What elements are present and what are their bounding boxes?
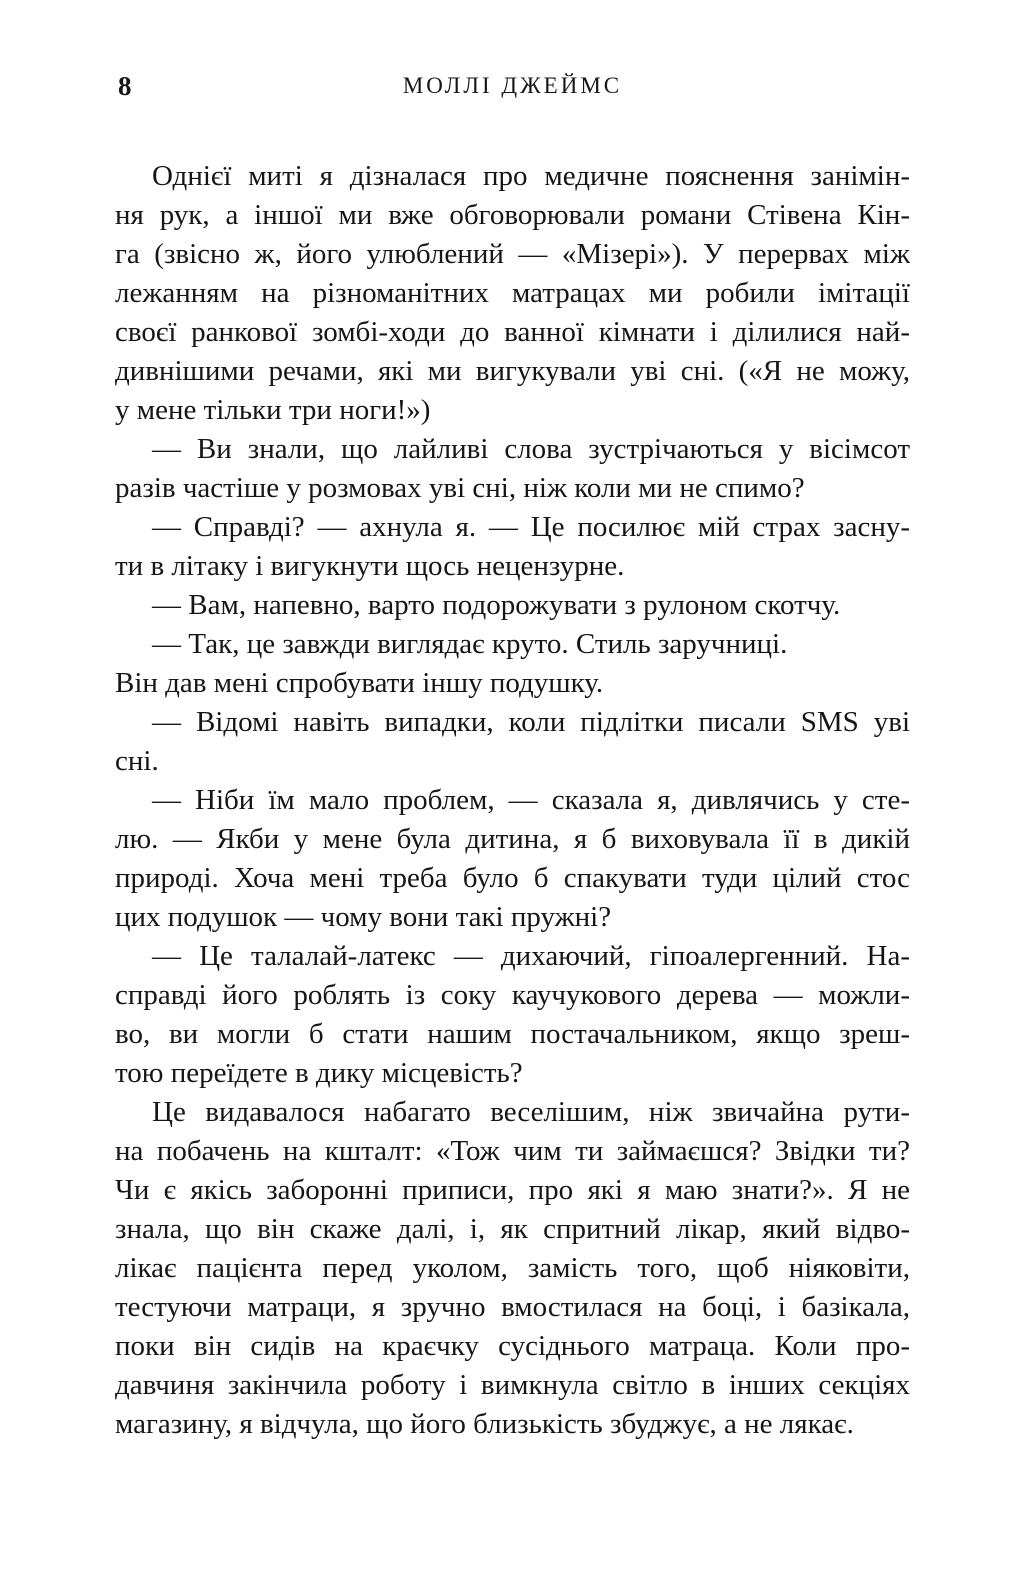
text-line: знала, що він скаже далі, і, як спритний лікар, який відво- [115, 1213, 910, 1245]
text-line: Однієї миті я дізналася про медичне пояснення занімін- [152, 160, 910, 192]
page-header [115, 70, 910, 106]
text-line: — Ви знали, що лайливі слова зустрічаються у вісімсот [152, 433, 910, 465]
paragraph [115, 703, 910, 781]
text-line: магазину, я відчула, що його близькість збуджує, а не лякає. [115, 1408, 854, 1440]
paragraph [115, 157, 910, 430]
paragraph [115, 1093, 910, 1444]
text-line: сні. [115, 745, 159, 777]
text-line: у мене тільки три ноги!») [115, 394, 431, 426]
text-line: — Так, це завжди виглядає круто. Стиль заручниці. [152, 628, 788, 660]
running-title: МОЛЛІ ДЖЕЙМС [402, 73, 623, 98]
paragraph [115, 937, 910, 1093]
text-line: Це видавалося набагато веселішим, ніж звичайна рути- [152, 1096, 910, 1128]
text-line: ня рук, а іншої ми вже обговорювали романи Стівена Кін- [115, 199, 910, 231]
text-line: цих подушок — чому вони такі пружні? [115, 901, 612, 933]
body-text [115, 157, 910, 1444]
text-line: справді його роблять із соку каучукового дерева — можли- [115, 979, 910, 1011]
text-line: га (звісно ж, його улюблений — «Мізері»). У перервах між [115, 238, 910, 270]
paragraph [115, 625, 910, 664]
page-number: 8 [118, 71, 132, 101]
text-line: дивнішими речами, які ми вигукували уві сні. («Я не можу, [115, 355, 910, 387]
paragraph [115, 781, 910, 937]
text-line: давчиня закінчила роботу і вимкнула світло в інших секціях [115, 1369, 910, 1401]
text-line: — Вам, напевно, варто подорожувати з рулоном скотчу. [152, 589, 841, 621]
paragraph [115, 664, 910, 703]
text-line: поки він сидів на краєчку сусіднього матраца. Коли про- [115, 1330, 910, 1362]
paragraph [115, 430, 910, 508]
text-line: — Ніби їм мало проблем, — сказала я, дивлячись у сте- [152, 784, 910, 816]
text-line: тестуючи матраци, я зручно вмостилася на боці, і базікала, [115, 1291, 910, 1323]
text-line: на побачень на кшталт: «Тож чим ти займаєшся? Звідки ти? [115, 1135, 910, 1167]
text-line: разів частіше у розмовах уві сні, ніж коли ми не спимо? [115, 472, 805, 504]
text-line: своєї ранкової зомбі-ходи до ванної кімнати і ділилися най- [115, 316, 910, 348]
paragraph [115, 586, 910, 625]
text-line: природі. Хоча мені треба було б спакувати туди цілий стос [115, 862, 910, 894]
text-line: Чи є якісь заборонні приписи, про які я маю знати?». Я не [115, 1174, 910, 1206]
text-line: — Відомі навіть випадки, коли підлітки писали SMS уві [152, 706, 910, 738]
text-line: во, ви могли б стати нашим постачальником, якщо зреш- [115, 1018, 910, 1050]
text-line: лю. — Якби у мене була дитина, я б виховувала її в дикій [115, 823, 910, 855]
text-line: лікає пацієнта перед уколом, замість того, щоб ніяковіти, [115, 1252, 910, 1284]
text-line: лежанням на різноманітних матрацах ми робили імітації [115, 277, 910, 309]
text-line: — Це талалай-латекс — дихаючий, гіпоалергенний. На- [152, 940, 910, 972]
paragraph [115, 508, 910, 586]
text-line: — Справді? — ахнула я. — Це посилює мій страх засну- [152, 511, 910, 543]
text-line: тою переїдете в дику місцевість? [115, 1057, 523, 1089]
text-line: ти в літаку і вигукнути щось нецензурне. [115, 550, 625, 582]
text-line: Він дав мені спробувати іншу подушку. [115, 667, 604, 699]
